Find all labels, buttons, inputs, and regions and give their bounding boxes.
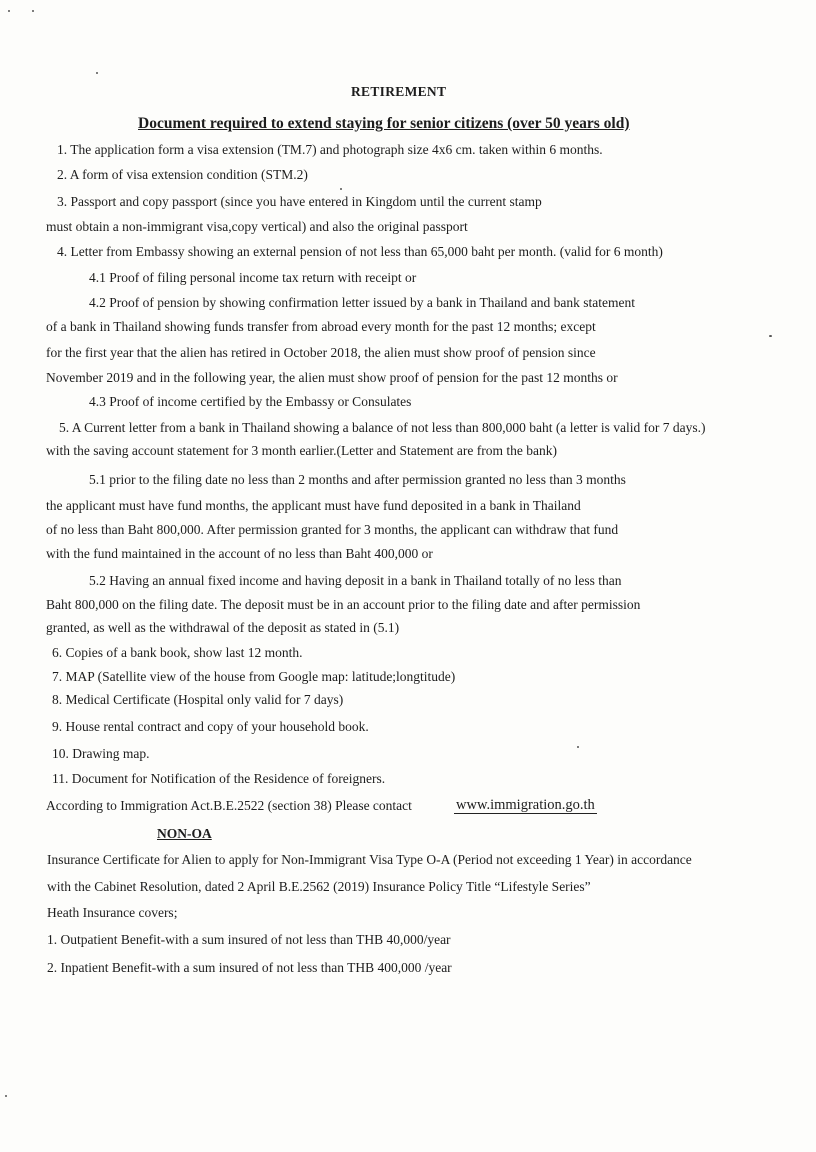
document-title: RETIREMENT: [351, 84, 447, 99]
requirement-5-2-line-3: granted, as well as the withdrawal of the deposit as stated in (5.1): [46, 620, 400, 635]
requirement-5: 5. A Current letter from a bank in Thailand showing a balance of not less than 800,000 baht (a letter is valid for 7 days.): [59, 420, 706, 435]
requirement-7: 7. MAP (Satellite view of the house from Google map: latitude;longtitude): [52, 669, 456, 684]
scan-speck: [769, 335, 772, 337]
requirement-4-1: 4.1 Proof of filing personal income tax return with receipt or: [89, 270, 417, 285]
requirement-4-2: 4.2 Proof of pension by showing confirmation letter issued by a bank in Thailand and bank statement: [89, 295, 636, 310]
requirement-4-2-line-2: of a bank in Thailand showing funds transfer from abroad every month for the past 12 months; except: [46, 319, 596, 334]
immigration-website-url[interactable]: www.immigration.go.th: [456, 797, 595, 813]
non-oa-benefit-2: 2. Inpatient Benefit-with a sum insured of not less than THB 400,000 /year: [47, 960, 452, 975]
scan-speck: [32, 10, 34, 12]
requirement-4: 4. Letter from Embassy showing an external pension of not less than 65,000 baht per month. (valid for 6 month): [57, 244, 663, 259]
requirement-5-continued: with the saving account statement for 3 month earlier.(Letter and Statement are from the bank): [46, 443, 557, 458]
non-oa-paragraph-line-1: Insurance Certificate for Alien to apply for Non-Immigrant Visa Type O-A (Period not exceeding 1 Year) in accordance: [47, 852, 692, 867]
scan-speck: [340, 188, 342, 190]
requirement-8: 8. Medical Certificate (Hospital only valid for 7 days): [52, 692, 344, 707]
scan-speck: [5, 1095, 7, 1097]
requirement-4-2-line-3: for the first year that the alien has retired in October 2018, the alien must show proof of pension since: [46, 345, 596, 360]
requirement-4-2-line-4: November 2019 and in the following year, the alien must show proof of pension for the past 12 months or: [46, 370, 618, 385]
document-subtitle: Document required to extend staying for senior citizens (over 50 years old): [138, 115, 630, 132]
requirement-3-continued: must obtain a non-immigrant visa,copy vertical) and also the original passport: [46, 219, 468, 234]
contact-note: According to Immigration Act.B.E.2522 (section 38) Please contact: [46, 798, 412, 813]
requirement-5-1-line-2: the applicant must have fund months, the applicant must have fund deposited in a bank in Thailand: [46, 498, 581, 513]
requirement-9: 9. House rental contract and copy of your household book.: [52, 719, 369, 734]
requirement-5-1: 5.1 prior to the filing date no less than 2 months and after permission granted no less than 3 months: [89, 472, 626, 487]
requirement-2: 2. A form of visa extension condition (STM.2): [57, 167, 308, 182]
requirement-5-1-line-4: with the fund maintained in the account of no less than Baht 400,000 or: [46, 546, 433, 561]
requirement-5-2-line-2: Baht 800,000 on the filing date. The deposit must be in an account prior to the filing date and after permission: [46, 597, 641, 612]
immigration-website-link[interactable]: [454, 797, 597, 814]
requirement-6: 6. Copies of a bank book, show last 12 month.: [52, 645, 303, 660]
requirement-11: 11. Document for Notification of the Residence of foreigners.: [52, 771, 386, 786]
non-oa-paragraph-line-2: with the Cabinet Resolution, dated 2 April B.E.2562 (2019) Insurance Policy Title “Lifestyle Series”: [47, 879, 591, 894]
scan-speck: [96, 72, 98, 74]
non-oa-heading: NON-OA: [157, 826, 212, 841]
requirement-1: 1. The application form a visa extension (TM.7) and photograph size 4x6 cm. taken within 6 months.: [57, 142, 603, 157]
requirement-5-2: 5.2 Having an annual fixed income and having deposit in a bank in Thailand totally of no less than: [89, 573, 622, 588]
non-oa-benefit-1: 1. Outpatient Benefit-with a sum insured of not less than THB 40,000/year: [47, 932, 451, 947]
requirement-3: 3. Passport and copy passport (since you have entered in Kingdom until the current stamp: [57, 194, 542, 209]
requirement-10: 10. Drawing map.: [52, 746, 150, 761]
scan-speck: [577, 746, 579, 748]
requirement-4-3: 4.3 Proof of income certified by the Embassy or Consulates: [89, 394, 412, 409]
non-oa-paragraph-line-3: Heath Insurance covers;: [47, 905, 178, 920]
scan-speck: [8, 10, 10, 12]
requirement-5-1-line-3: of no less than Baht 800,000. After permission granted for 3 months, the applicant can withdraw that fund: [46, 522, 619, 537]
